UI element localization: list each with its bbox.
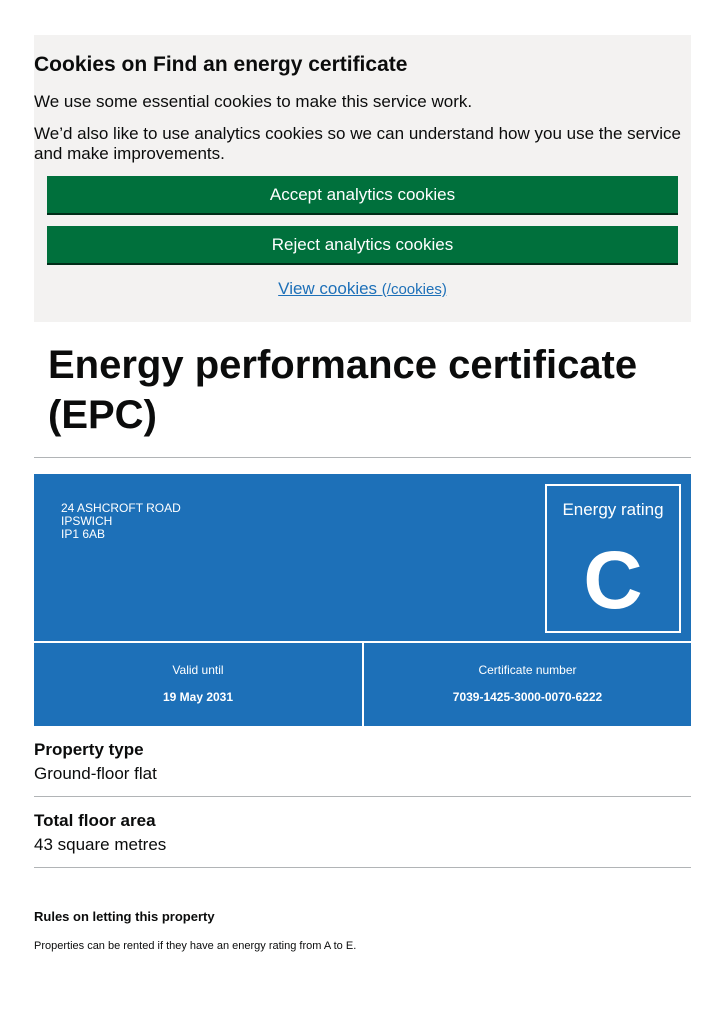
energy-rating-letter: C	[583, 535, 643, 626]
valid-until-label: Valid until	[172, 663, 224, 677]
property-type-label: Property type	[34, 740, 144, 759]
floor-area-value: 43 square metres	[34, 835, 167, 854]
address-line-3: IP1 6AB	[61, 527, 106, 541]
view-cookies-link-label: View cookies	[278, 279, 378, 298]
valid-until-cell	[34, 643, 362, 726]
floor-area-label: Total floor area	[34, 811, 156, 830]
summary-divider	[34, 796, 691, 797]
view-cookies-link-path: (/cookies)	[381, 281, 447, 298]
page-title: Energy performance certificate (EPC)	[48, 343, 638, 437]
letting-rules-text: Properties can be rented if they have an energy rating from A to E.	[34, 940, 357, 952]
property-address	[61, 502, 181, 541]
view-cookies-link[interactable]	[278, 279, 447, 298]
summary-divider	[34, 867, 691, 868]
cookie-banner	[34, 35, 691, 322]
cookie-banner-title: Cookies on Find an energy certificate	[34, 53, 408, 76]
view-cookies-row	[34, 279, 691, 299]
cookie-banner-essential-text: We use some essential cookies to make this service work.	[34, 92, 473, 111]
certificate-number-label: Certificate number	[478, 663, 577, 677]
section-divider	[34, 457, 691, 458]
certificate-summary-panel	[34, 474, 691, 726]
valid-until-value: 19 May 2031	[162, 690, 234, 704]
address-line-2: IPSWICH	[61, 514, 113, 528]
accept-analytics-cookies-button[interactable]: Accept analytics cookies	[47, 176, 678, 213]
property-type-value: Ground-floor flat	[34, 764, 157, 783]
cookie-banner-analytics-text: We’d also like to use analytics cookies so we can understand how you use the service and make improvements.	[34, 124, 681, 163]
energy-rating-label: Energy rating	[562, 500, 664, 519]
address-line-1: 24 ASHCROFT ROAD	[61, 501, 181, 515]
energy-rating-box	[545, 484, 681, 633]
certificate-number-value: 7039-1425-3000-0070-6222	[452, 690, 603, 704]
certificate-number-cell	[364, 643, 691, 726]
letting-rules-heading: Rules on letting this property	[34, 909, 215, 924]
reject-analytics-cookies-button[interactable]: Reject analytics cookies	[47, 226, 678, 263]
